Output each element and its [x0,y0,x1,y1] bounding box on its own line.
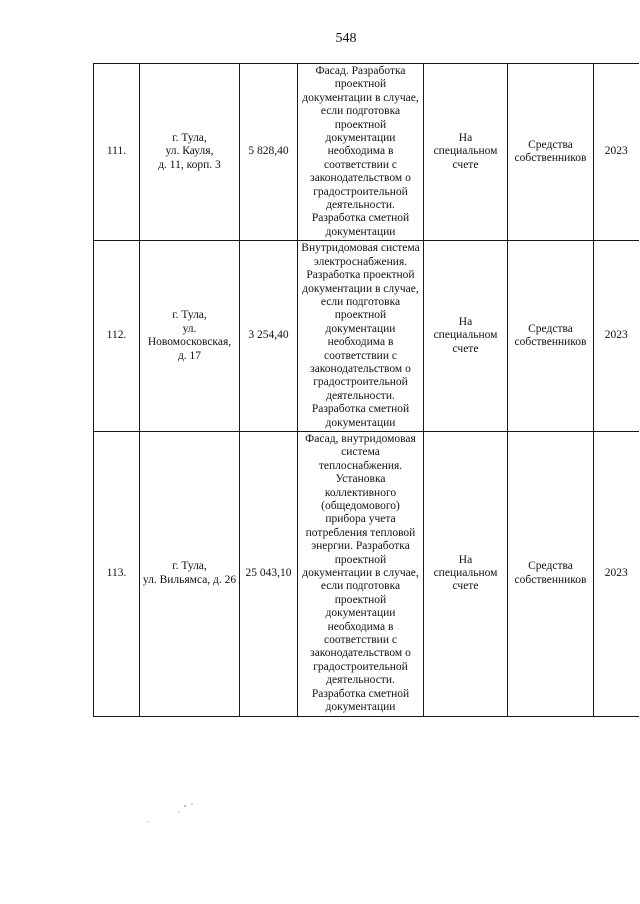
works-table [93,63,639,717]
cost-cell: 3 254,40 [240,241,298,432]
page-number: 548 [335,31,357,46]
table-row [94,64,639,241]
cost-cell: 25 043,10 [240,431,298,716]
funding-source-cell: Средства собственников [508,64,594,241]
account-cell: На специальном счете [424,241,508,432]
table-row [94,241,639,432]
year-cell: 2023 [594,431,639,716]
row-number-cell: 112. [94,241,140,432]
address-cell: г. Тула, ул. Кауля, д. 11, корп. 3 [140,64,240,241]
scan-specks [140,790,220,830]
account-cell: На специальном счете [424,431,508,716]
row-number-cell: 111. [94,64,140,241]
row-number-cell: 113. [94,431,140,716]
funding-source-cell: Средства собственников [508,241,594,432]
address-cell: г. Тула, ул. Вильямса, д. 26 [140,431,240,716]
funding-source-cell: Средства собственников [508,431,594,716]
address-cell: г. Тула, ул. Новомосковская, д. 17 [140,241,240,432]
year-cell: 2023 [594,64,639,241]
table-row [94,431,639,716]
work-description-cell: Внутридомовая система электроснабжения. Разработка проектной документации в случае, если подготовка проектной документации необходима в соответствии с законодательством о градостроительной деятельности. Разработка сметной документации [298,241,424,432]
cost-cell: 5 828,40 [240,64,298,241]
work-description-cell: Фасад. Разработка проектной документации в случае, если подготовка проектной документации необходима в соответствии с законодательством о градостроительной деятельности. Разработка сметной документации [298,64,424,241]
year-cell: 2023 [594,241,639,432]
work-description-cell: Фасад, внутридомовая система теплоснабжения. Установка коллективного (общедомового) прибора учета потребления тепловой энергии. Разработка проектной документации в случае, если подготовка проектной документации необходима в соответствии с законодательством о градостроительной деятельности. Разработка сметной документации [298,431,424,716]
account-cell: На специальном счете [424,64,508,241]
